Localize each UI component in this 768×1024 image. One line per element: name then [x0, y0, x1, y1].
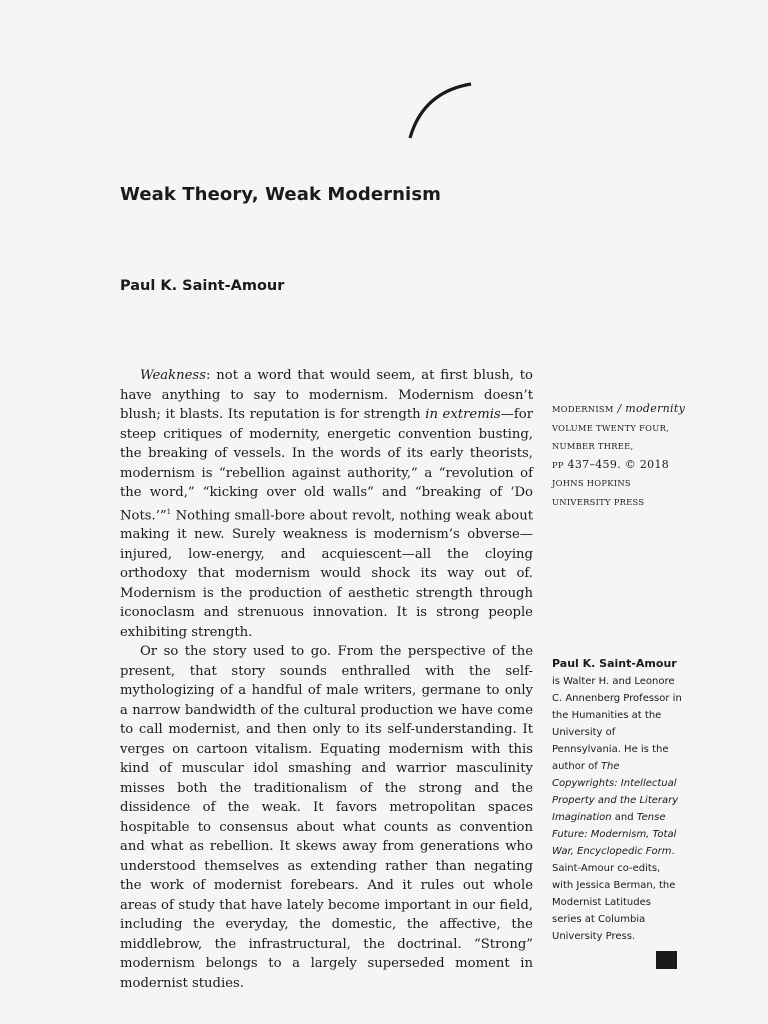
article-title: Weak Theory, Weak Modernism [120, 184, 441, 205]
journal-publisher-1: JOHNS HOPKINS [552, 478, 631, 488]
journal-name-sc: MODERNISM [552, 404, 614, 414]
journal-pages: 437–459. © 2018 [563, 457, 670, 471]
paragraph-2: Or so the story used to go. From the perspective of the present, that story sounds enthralled with the self-mythologizing of a handful of male writers, germane to only a narrow bandwidth of the cultural production we have come to call modernist, and then only to its self-understanding. It verges on cartoon vitalism. Equating modernism with this kind of muscular idol smashing and warrior masculinity misses both the traditionalism of the strong and the dissidence of the weak. It favors metropolitan spaces hospitable to consensus about what counts as convention and what as rebellion. It skews away from generations who understood themselves as extending rather than negating the work of modernist forebears. And it rules out whole areas of study that have lately become important in our field, including the everyday, the domestic, the affective, the middlebrow, the infrastructural, the doctrinal. “Strong” modernism belongs to a largely superseded moment in modernist studies. [120, 644, 533, 991]
journal-slash: / [613, 402, 626, 415]
journal-pages-prefix: PP [552, 459, 564, 470]
bio-book-2: Tense Future: Modernism, Total War, Encyclopedic Form [552, 812, 677, 857]
footnote-marker[interactable]: 1 [166, 507, 172, 516]
p1-text-b: —for steep critiques of modernity, energetic convention busting, the breaking of vessels. In the words of its early theorists, modernism is “rebellion against authority,” a “revolution of the word,” “kicking over old walls” and “breaking of ‘Do Nots.’” [120, 407, 534, 523]
journal-publisher-2: UNIVERSITY PRESS [552, 496, 645, 507]
lead-italic: Weakness [140, 368, 206, 383]
paragraph-1 [120, 366, 533, 642]
journal-name-italic: modernity [625, 402, 686, 415]
p1-text-c: Nothing small-bore about revolt, nothing weak about making it new. Surely weakness is modernism’s obverse—injured, low-energy, and acquiescent—all the cloying orthodoxy that modernism would shock its way out of. Modernism is the production of aesthetic strength through iconoclasm and strenuous innovation. It is strong people exhibiting strength. [120, 507, 533, 640]
end-square-mark [656, 951, 677, 969]
journal-number: NUMBER THREE, [552, 441, 634, 451]
bio-text-1: is Walter H. and Leonore C. Annenberg Professor in the Humanities at the University of Pennsylvania. He is the author of [552, 676, 682, 772]
article-body [120, 366, 533, 993]
bio-book-1: The Copywrights: Intellectual Property and the Literary Imagination [552, 761, 679, 823]
bio-name: Paul K. Saint-Amour [552, 657, 677, 670]
bio-text-2: and [611, 812, 637, 823]
journal-info [552, 400, 712, 511]
decorative-arc-mark [405, 80, 475, 142]
bio-text-3: . Saint-Amour co-edits, with Jessica Berman, the Modernist Latitudes series at Columbia University Press. [552, 846, 676, 942]
article-author: Paul K. Saint-Amour [120, 278, 285, 294]
p1-italic: in extremis [425, 407, 501, 422]
p1-text-a: : not a word that would seem, at first blush, to have anything to say to modernism. Modernism doesn’t blush; it blasts. Its reputation is for strength [120, 368, 533, 422]
author-bio [552, 655, 682, 945]
journal-volume: VOLUME TWENTY FOUR, [552, 422, 670, 433]
